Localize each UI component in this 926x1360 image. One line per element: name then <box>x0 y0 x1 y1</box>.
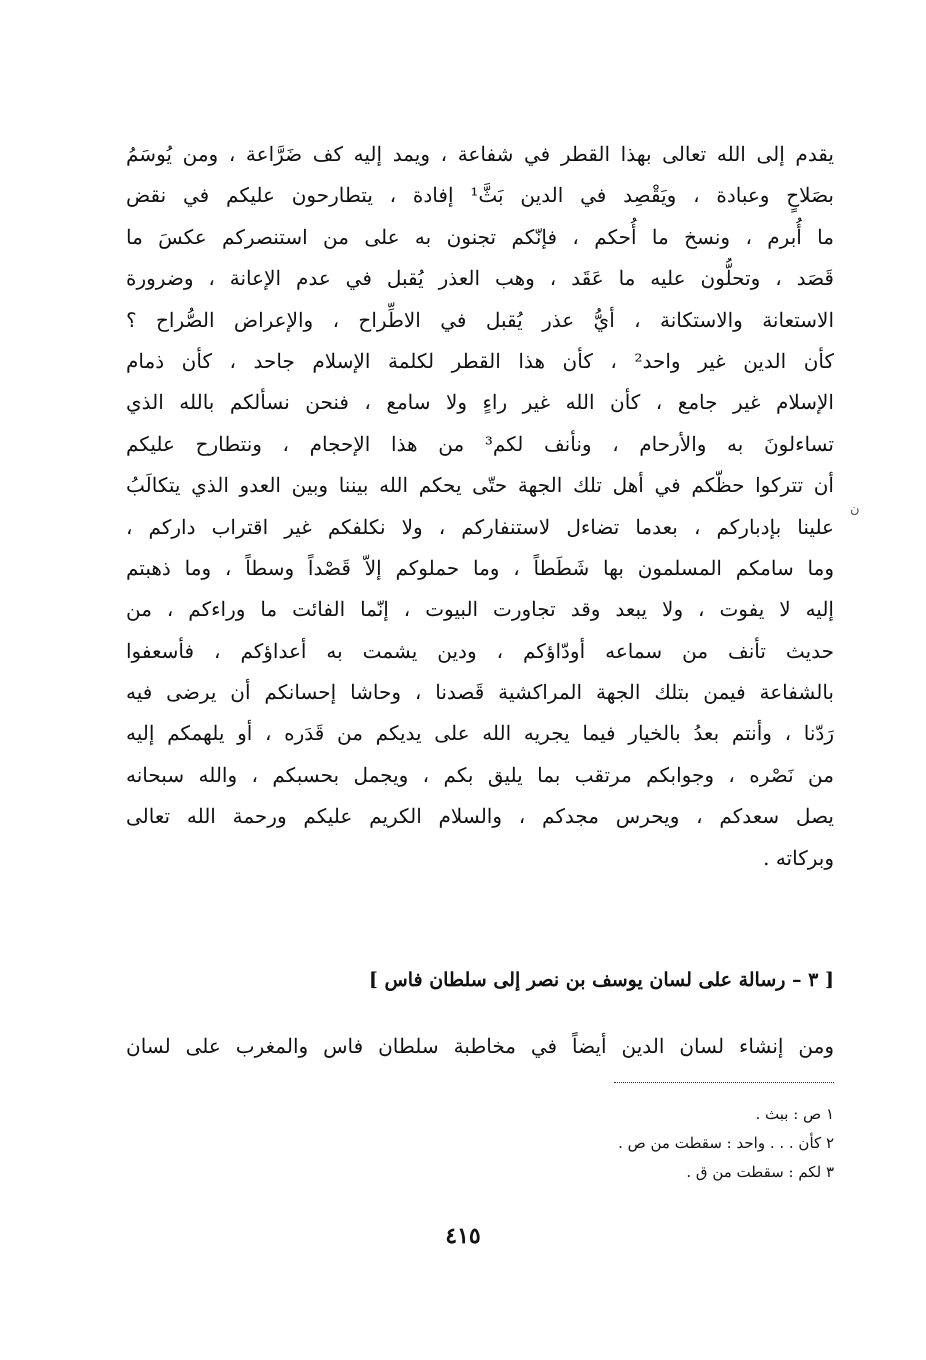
page-number: ٤١٥ <box>445 1223 481 1249</box>
footnotes-list <box>334 1100 834 1187</box>
text-line: كأن الدين غير واحد² ، كأن هذا القطر لكلمة الإسلام جاحد ، كأن ذمام <box>126 348 834 373</box>
text-line: يقدم إلى الله تعالى بهذا القطر في شفاعة ، ويمد إليه كف ضَرَّاعة ، ومن يُوسَمُ <box>126 142 834 166</box>
text-line: يصل سعدكم ، ويحرس مجدكم ، والسلام الكريم عليكم ورحمة الله تعالى <box>126 804 834 829</box>
footnote-divider <box>614 1082 834 1083</box>
text-line: إليه لا يفوت ، ولا يبعد وقد تجاورت البيوت ، إنّما الفائت ما وراءكم ، من <box>126 597 834 622</box>
text-line: بصَلاحٍ وعبادة ، ويَقْصِد في الدين بَثَّ¹ إفادة ، يتطارحون عليكم في نقض <box>126 183 834 208</box>
text-line: وما سامكم المسلمون بها شَطَطاً ، وما حملوكم إلاّ قَصْداً وسطاً ، وما ذهبتم <box>126 555 834 580</box>
section-heading: [ ٣ – رسالة على لسان يوسف بن نصر إلى سلطان فاس ] <box>368 969 834 991</box>
text-line: الاستعانة والاستكانة ، أيُّ عذر يُقبل في الاطِّراح ، والإعراض الصُّراح ؟ <box>126 307 834 332</box>
text-line: رَدّنا ، وأنتم بعدُ بالخيار فيما يجريه الله على يديكم من قَدَره ، أو يلهمكم إليه <box>126 721 834 746</box>
text-line: تساءلونَ به والأرحام ، ونأنف لكم³ من هذا الإحجام ، ونتطارح عليكم <box>126 431 834 456</box>
section-opening-line: ومن إنشاء لسان الدين أيضاً في مخاطبة سلطان فاس والمغرب على لسان <box>126 1034 834 1058</box>
text-line: أن تتركوا حظّكم في أهل تلك الجهة حتّى يحكم الله بيننا وبين العدو الذي يتكالَبُ <box>126 473 834 498</box>
text-line: حديث تأنف من سماعه أودّاؤكم ، ودين يشمت به أعداؤكم ، فأسعفوا <box>126 638 834 663</box>
text-line: من نَصْره ، وجوابكم مرتقب بما يليق بكم ، ويجمل بحسبكم ، والله سبحانه <box>126 762 834 787</box>
text-line: بالشفاعة فيمن بتلك الجهة المراكشية قَصدنا ، وحاشا إحسانكم أن يرضى فيه <box>126 680 834 705</box>
footnote: ١ ص : ببث . <box>755 1105 834 1123</box>
text-line: علينا بإدبارکم ، بعدما تضاءل لاستنفارکم ، ولا نكلفكم غير اقتراب داركم ، <box>126 514 834 539</box>
main-text-block <box>126 134 834 879</box>
footnote: ٣ لكم : سقطت من ق . <box>686 1163 834 1181</box>
margin-mark: ن <box>850 502 860 517</box>
text-line-last: وبركاته . <box>763 845 834 870</box>
text-line: الإسلام غير جامع ، كأن الله غير راءٍ ولا سامع ، فنحن نسألكم بالله الذي <box>126 390 834 415</box>
text-line: ما أُبرم ، ونسخ ما أُحكم ، فإنّكم تجنون به على من استنصركم عكسَ ما <box>126 224 834 249</box>
text-line: قَصَد ، وتحلُّون عليه ما عَقَد ، وهب العذر يُقبل في عدم الإعانة ، وضرورة <box>126 266 834 291</box>
footnote: ٢ كأن . . . واحد : سقطت من ص . <box>618 1134 834 1152</box>
